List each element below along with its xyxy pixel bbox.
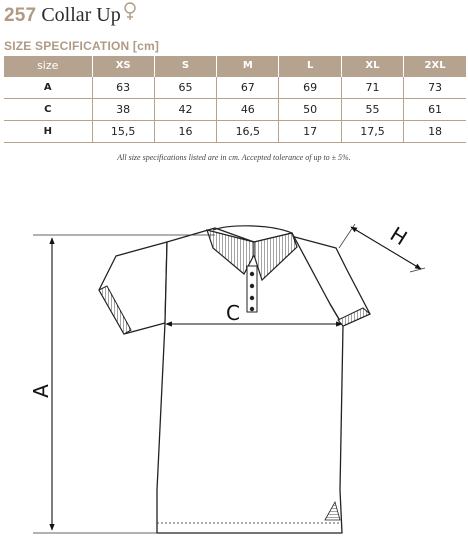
table-cell: 69 [279, 76, 341, 98]
shirt-body-outline [99, 228, 370, 533]
model-name: Collar Up [41, 4, 121, 26]
table-cell: 50 [279, 98, 341, 120]
size-header-xs: XS [92, 56, 154, 76]
size-header-s: S [154, 56, 216, 76]
tolerance-note: All size specifications listed are in cm. Accepted tolerance of up to ± 5%. [117, 153, 351, 162]
dimension-h [339, 222, 425, 272]
size-header-2xl: 2XL [404, 56, 466, 76]
table-cell: 71 [341, 76, 403, 98]
table-cell: 73 [404, 76, 466, 98]
table-cell: 17,5 [341, 120, 403, 142]
row-label-h: H [4, 120, 92, 142]
table-cell: 16 [154, 120, 216, 142]
size-header-xl: XL [341, 56, 403, 76]
model-number: 257 [4, 5, 37, 26]
table-cell: 63 [92, 76, 154, 98]
table-cell: 46 [217, 98, 279, 120]
table-cell: 55 [341, 98, 403, 120]
table-row [4, 76, 466, 98]
button-placket [247, 266, 257, 312]
row-label-c: C [4, 98, 92, 120]
row-label-a: A [4, 76, 92, 98]
label-a: A [29, 384, 53, 398]
label-c: C [226, 301, 240, 325]
table-row [4, 98, 466, 120]
size-header-label: size [4, 56, 92, 76]
size-header-m: M [217, 56, 279, 76]
size-specification-heading: SIZE SPECIFICATION [cm] [4, 39, 160, 53]
table-cell: 16,5 [217, 120, 279, 142]
label-h: H [385, 221, 412, 251]
table-cell: 17 [279, 120, 341, 142]
table-cell: 15,5 [92, 120, 154, 142]
table-cell: 67 [217, 76, 279, 98]
table-cell: 65 [154, 76, 216, 98]
table-cell: 18 [404, 120, 466, 142]
table-cell: 38 [92, 98, 154, 120]
product-title [4, 1, 137, 27]
polo-shirt-diagram [0, 190, 468, 540]
table-row [4, 120, 466, 142]
table-cell: 61 [404, 98, 466, 120]
table-cell: 42 [154, 98, 216, 120]
female-symbol-icon [123, 1, 137, 25]
size-header-l: L [279, 56, 341, 76]
size-table-header-row [4, 56, 466, 76]
size-table [4, 56, 466, 143]
